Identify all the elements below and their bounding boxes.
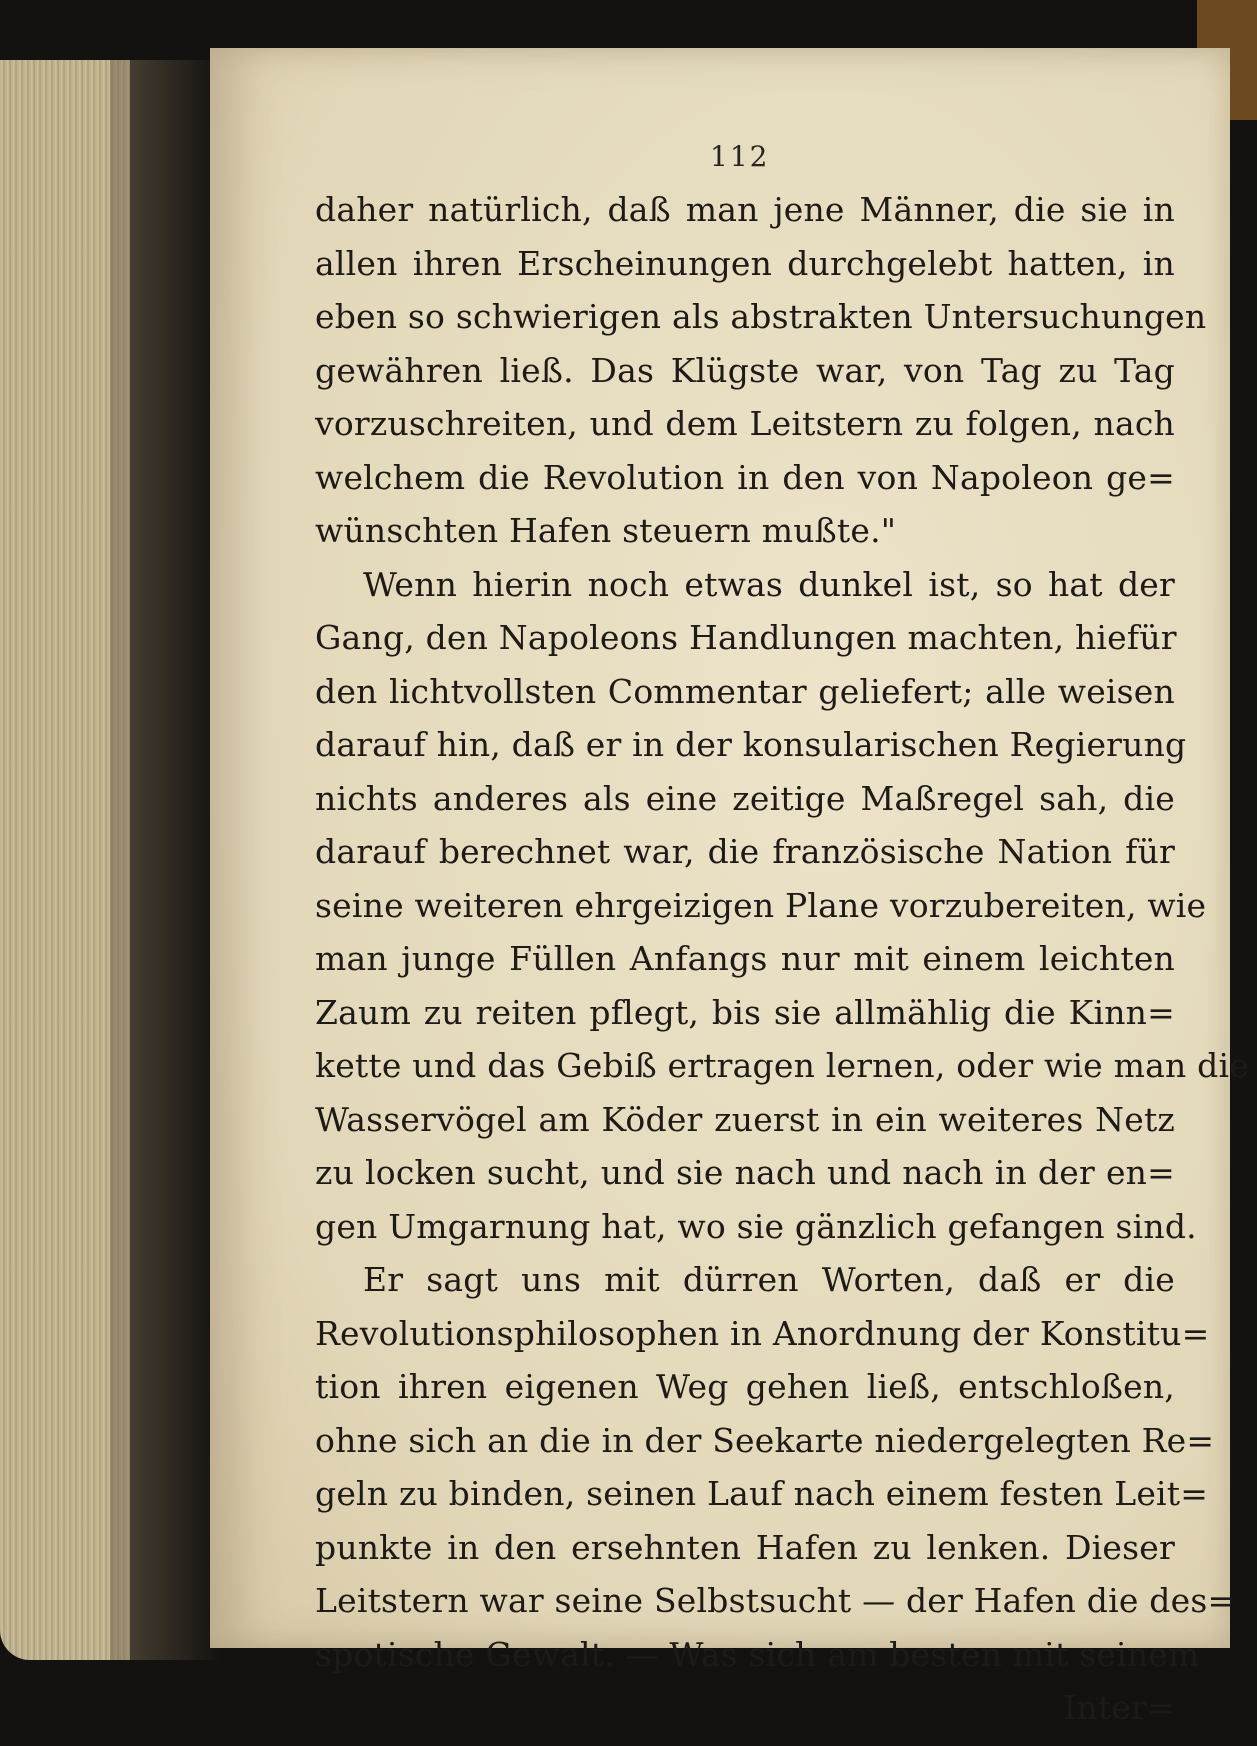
text-line: Zaum zu reiten pflegt, bis sie allmählig die Kinn=: [315, 992, 1175, 1032]
text-line: Revolutionsphilosophen in Anordnung der Konstitu=: [315, 1313, 1210, 1353]
text-line: spotische Gewalt. — Was sich am besten mit seinem: [315, 1634, 1200, 1674]
text-line: eben so schwierigen als abstrakten Untersuchungen: [315, 297, 1207, 336]
text-line: seine weiteren ehrgeizigen Plane vorzubereiten, wie: [315, 885, 1207, 925]
body-text: [315, 183, 1249, 1735]
text-line: darauf berechnet war, die französische Nation für: [315, 832, 1175, 871]
text-line: gewähren ließ. Das Klügste war, von Tag zu Tag: [315, 350, 1175, 390]
text-line: wünschten Hafen steuern mußte.": [315, 511, 897, 550]
text-line: daher natürlich, daß man jene Männer, die sie in: [315, 190, 1175, 229]
text-line: man junge Füllen Anfangs nur mit einem leichten: [315, 939, 1175, 978]
text-line: geln zu binden, seinen Lauf nach einem festen Leit=: [315, 1474, 1209, 1513]
text-line: ohne sich an die in der Seekarte niedergelegten Re=: [315, 1420, 1215, 1460]
text-line: nichts anderes als eine zeitige Maßregel sah, die: [315, 778, 1175, 818]
catchword: Inter=: [1063, 1688, 1175, 1727]
text-line: Er sagt uns mit dürren Worten, daß er die: [363, 1260, 1175, 1299]
book-page: [210, 48, 1249, 1727]
text-line: tion ihren eigenen Weg gehen ließ, entschloßen,: [315, 1367, 1175, 1406]
text-line: welchem die Revolution in den von Napoleon ge=: [315, 457, 1175, 497]
text-line: gen Umgarnung hat, wo sie gänzlich gefangen sind.: [315, 1206, 1197, 1246]
text-line: punkte in den ersehnten Hafen zu lenken. Dieser: [315, 1527, 1175, 1567]
text-line: Leitstern war seine Selbstsucht — der Hafen die des=: [315, 1581, 1236, 1620]
text-line: Wenn hierin noch etwas dunkel ist, so hat der: [363, 564, 1175, 604]
text-line: kette und das Gebiß ertragen lernen, oder wie man die: [315, 1046, 1249, 1085]
text-line: allen ihren Erscheinungen durchgelebt hatten, in: [315, 243, 1175, 283]
text-line: Gang, den Napoleons Handlungen machten, hiefür: [315, 618, 1177, 657]
text-line: zu locken sucht, und sie nach und nach in der en=: [315, 1153, 1175, 1192]
text-line: darauf hin, daß er in der konsularischen Regierung: [315, 725, 1187, 764]
text-line: den lichtvollsten Commentar geliefert; alle weisen: [315, 671, 1175, 711]
page-number: 112: [710, 140, 770, 173]
text-line: Wasservögel am Köder zuerst in ein weiteres Netz: [315, 1099, 1175, 1139]
text-line: vorzuschreiten, und dem Leitstern zu folgen, nach: [315, 404, 1175, 443]
gutter-shadow: [110, 60, 220, 1660]
